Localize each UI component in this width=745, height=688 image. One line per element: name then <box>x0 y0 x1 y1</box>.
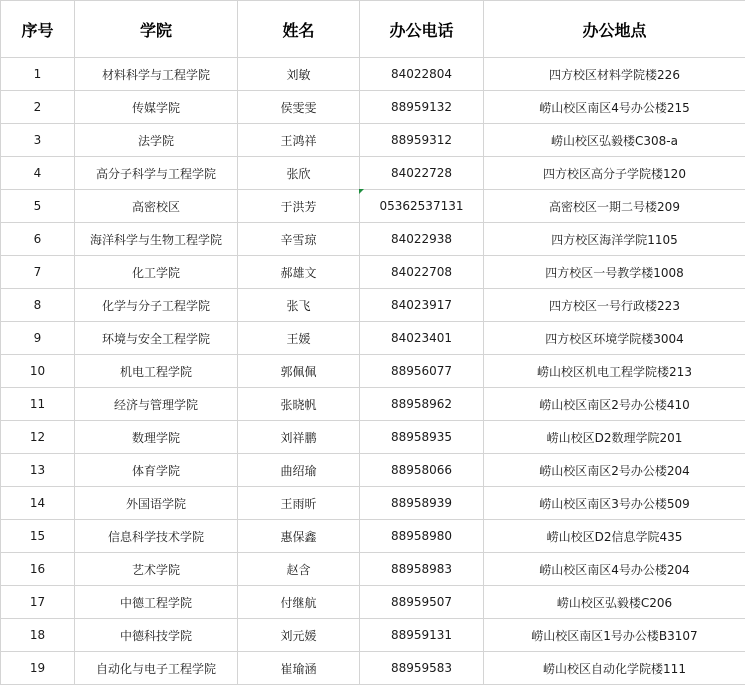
cell-location[interactable]: 四方校区海洋学院1105 <box>484 223 745 256</box>
cell-college[interactable]: 高分子科学与工程学院 <box>75 157 238 190</box>
cell-index[interactable]: 13 <box>1 454 75 487</box>
table-body <box>1 58 745 685</box>
header-cell-index[interactable]: 序号 <box>1 1 75 58</box>
cell-name[interactable]: 刘元媛 <box>238 619 360 652</box>
cell-college[interactable]: 化工学院 <box>75 256 238 289</box>
cell-name[interactable]: 张飞 <box>238 289 360 322</box>
cell-location[interactable]: 崂山校区弘毅楼C206 <box>484 586 745 619</box>
cell-phone[interactable]: 84022938 <box>360 223 484 256</box>
cell-location[interactable]: 四方校区一号行政楼223 <box>484 289 745 322</box>
cell-index[interactable]: 16 <box>1 553 75 586</box>
cell-location[interactable]: 崂山校区D2信息学院435 <box>484 520 745 553</box>
table-row <box>1 157 745 190</box>
cell-index[interactable]: 9 <box>1 322 75 355</box>
cell-location[interactable]: 崂山校区D2数理学院201 <box>484 421 745 454</box>
cell-phone[interactable]: 84022708 <box>360 256 484 289</box>
cell-location[interactable]: 四方校区高分子学院楼120 <box>484 157 745 190</box>
cell-index[interactable]: 12 <box>1 421 75 454</box>
header-cell-name[interactable]: 姓名 <box>238 1 360 58</box>
cell-name[interactable]: 侯雯雯 <box>238 91 360 124</box>
cell-name[interactable]: 于洪芳 <box>238 190 360 223</box>
cell-index[interactable]: 19 <box>1 652 75 685</box>
cell-phone[interactable]: 88956077 <box>360 355 484 388</box>
table-row <box>1 322 745 355</box>
cell-index[interactable]: 7 <box>1 256 75 289</box>
cell-name[interactable]: 刘敏 <box>238 58 360 91</box>
table-row <box>1 223 745 256</box>
cell-name[interactable]: 曲绍瑜 <box>238 454 360 487</box>
cell-name[interactable]: 郭佩佩 <box>238 355 360 388</box>
cell-index[interactable]: 10 <box>1 355 75 388</box>
header-cell-location[interactable]: 办公地点 <box>484 1 745 58</box>
cell-name[interactable]: 惠保鑫 <box>238 520 360 553</box>
cell-name[interactable]: 王媛 <box>238 322 360 355</box>
cell-phone[interactable]: 84023917 <box>360 289 484 322</box>
cell-name[interactable]: 刘祥鹏 <box>238 421 360 454</box>
cell-location[interactable]: 高密校区一期二号楼209 <box>484 190 745 223</box>
cell-name[interactable]: 王鸿祥 <box>238 124 360 157</box>
cell-location[interactable]: 崂山校区弘毅楼C308-a <box>484 124 745 157</box>
cell-index[interactable]: 1 <box>1 58 75 91</box>
cell-index[interactable]: 5 <box>1 190 75 223</box>
cell-phone[interactable]: 88959312 <box>360 124 484 157</box>
cell-college[interactable]: 自动化与电子工程学院 <box>75 652 238 685</box>
cell-phone[interactable]: 84023401 <box>360 322 484 355</box>
cell-phone[interactable]: 88958939 <box>360 487 484 520</box>
cell-phone[interactable]: 88958962 <box>360 388 484 421</box>
cell-college[interactable]: 环境与安全工程学院 <box>75 322 238 355</box>
cell-name[interactable]: 辛雪琼 <box>238 223 360 256</box>
cell-phone[interactable]: 88959583 <box>360 652 484 685</box>
header-cell-phone[interactable]: 办公电话 <box>360 1 484 58</box>
cell-index[interactable]: 6 <box>1 223 75 256</box>
table-row <box>1 553 745 586</box>
cell-name[interactable]: 付继航 <box>238 586 360 619</box>
cell-college[interactable]: 化学与分子工程学院 <box>75 289 238 322</box>
table-row <box>1 58 745 91</box>
table-row <box>1 388 745 421</box>
cell-college[interactable]: 中德工程学院 <box>75 586 238 619</box>
cell-college[interactable]: 体育学院 <box>75 454 238 487</box>
cell-location[interactable]: 崂山校区机电工程学院楼213 <box>484 355 745 388</box>
cell-location[interactable]: 四方校区一号教学楼1008 <box>484 256 745 289</box>
table-row <box>1 355 745 388</box>
cell-index[interactable]: 3 <box>1 124 75 157</box>
cell-location[interactable]: 四方校区材料学院楼226 <box>484 58 745 91</box>
cell-index[interactable]: 14 <box>1 487 75 520</box>
cell-index[interactable]: 11 <box>1 388 75 421</box>
table-row <box>1 520 745 553</box>
cell-college[interactable]: 机电工程学院 <box>75 355 238 388</box>
cell-phone[interactable]: 84022728 <box>360 157 484 190</box>
cell-name[interactable]: 张欣 <box>238 157 360 190</box>
cell-phone[interactable]: 88959131 <box>360 619 484 652</box>
cell-index[interactable]: 8 <box>1 289 75 322</box>
cell-location[interactable]: 崂山校区南区4号办公楼204 <box>484 553 745 586</box>
cell-college[interactable]: 外国语学院 <box>75 487 238 520</box>
cell-college[interactable]: 传媒学院 <box>75 91 238 124</box>
cell-phone[interactable]: 88958983 <box>360 553 484 586</box>
cell-index[interactable]: 18 <box>1 619 75 652</box>
cell-phone[interactable]: 88959132 <box>360 91 484 124</box>
cell-name[interactable]: 赵含 <box>238 553 360 586</box>
header-cell-college[interactable]: 学院 <box>75 1 238 58</box>
cell-name[interactable]: 张晓帆 <box>238 388 360 421</box>
table-row <box>1 421 745 454</box>
cell-college[interactable]: 高密校区 <box>75 190 238 223</box>
table-row <box>1 289 745 322</box>
cell-college[interactable]: 数理学院 <box>75 421 238 454</box>
cell-college[interactable]: 中德科技学院 <box>75 619 238 652</box>
header-row <box>1 1 745 58</box>
cell-college[interactable]: 经济与管理学院 <box>75 388 238 421</box>
cell-index[interactable]: 4 <box>1 157 75 190</box>
cell-college[interactable]: 信息科学技术学院 <box>75 520 238 553</box>
cell-college[interactable]: 法学院 <box>75 124 238 157</box>
cell-index[interactable]: 17 <box>1 586 75 619</box>
table-row <box>1 487 745 520</box>
cell-location[interactable]: 崂山校区南区3号办公楼509 <box>484 487 745 520</box>
cell-location[interactable]: 崂山校区南区4号办公楼215 <box>484 91 745 124</box>
cell-phone[interactable]: 88958066 <box>360 454 484 487</box>
table-row <box>1 256 745 289</box>
cell-college[interactable]: 艺术学院 <box>75 553 238 586</box>
cell-comment-marker <box>359 189 364 194</box>
cell-index[interactable]: 15 <box>1 520 75 553</box>
cell-location[interactable]: 崂山校区自动化学院楼111 <box>484 652 745 685</box>
cell-name[interactable]: 王雨昕 <box>238 487 360 520</box>
cell-location[interactable]: 四方校区环境学院楼3004 <box>484 322 745 355</box>
cell-location[interactable]: 崂山校区南区2号办公楼204 <box>484 454 745 487</box>
table-row <box>1 91 745 124</box>
cell-college[interactable]: 材料科学与工程学院 <box>75 58 238 91</box>
table-row <box>1 190 745 223</box>
cell-phone[interactable]: 84022804 <box>360 58 484 91</box>
cell-name[interactable]: 崔瑜涵 <box>238 652 360 685</box>
cell-phone[interactable]: 88959507 <box>360 586 484 619</box>
table-row <box>1 124 745 157</box>
cell-phone[interactable]: 88958980 <box>360 520 484 553</box>
cell-phone[interactable]: 88958935 <box>360 421 484 454</box>
cell-name[interactable]: 郝雄文 <box>238 256 360 289</box>
table-row <box>1 652 745 685</box>
cell-phone[interactable]: 05362537131 <box>360 190 484 223</box>
cell-location[interactable]: 崂山校区南区1号办公楼B3107 <box>484 619 745 652</box>
table-row <box>1 619 745 652</box>
cell-index[interactable]: 2 <box>1 91 75 124</box>
cell-location[interactable]: 崂山校区南区2号办公楼410 <box>484 388 745 421</box>
table-row <box>1 586 745 619</box>
cell-college[interactable]: 海洋科学与生物工程学院 <box>75 223 238 256</box>
table-row <box>1 454 745 487</box>
